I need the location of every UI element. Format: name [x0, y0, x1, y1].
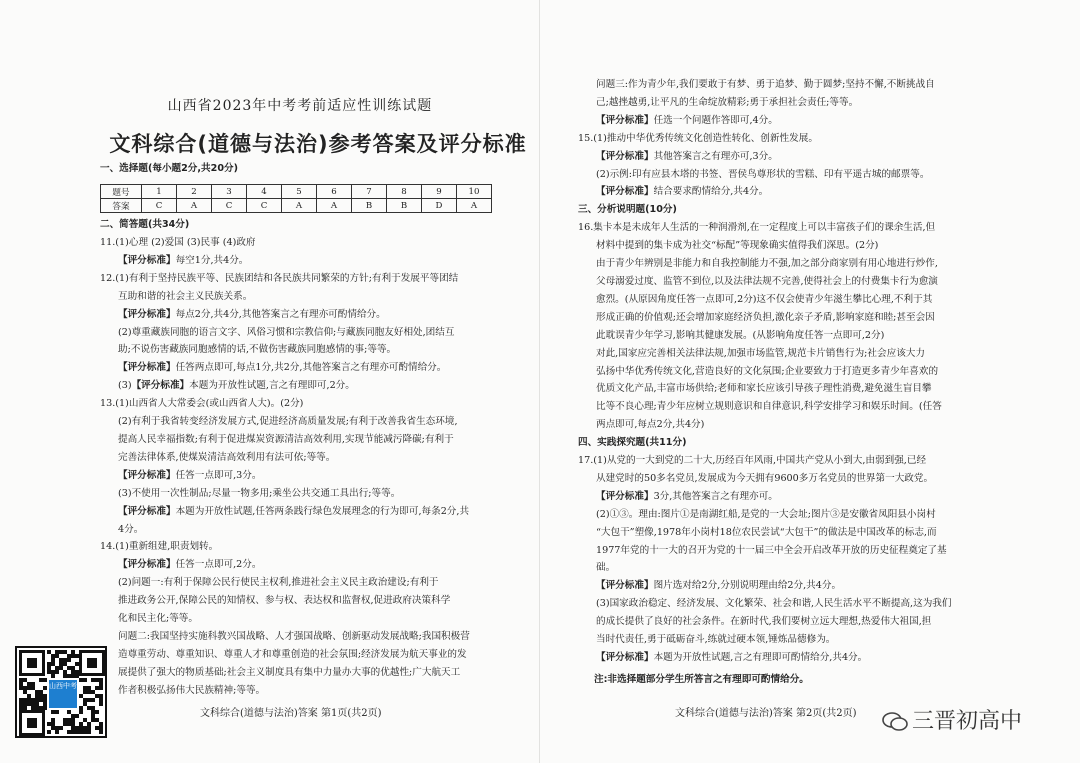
answer-text: 15.(1)推动中华优秀传统文化创造性转化、创新性发展。 — [578, 132, 818, 144]
table-cell: A — [317, 199, 352, 213]
answer-text: (3) — [118, 380, 132, 392]
answer-text: 任答两点即可,每点1分,共2分,其他答案言之有理亦可酌情给分。 — [175, 362, 447, 374]
answer-line — [100, 270, 470, 288]
answer-line — [100, 521, 470, 539]
answer-line — [578, 183, 951, 201]
table-cell: 2 — [177, 185, 212, 199]
scoring-tag: 【评分标准】 — [118, 254, 176, 266]
answer-line — [578, 613, 951, 631]
answer-text: 己;越挫越勇,让平凡的生命绽放精彩;勇于承担社会责任;等等。 — [596, 96, 859, 108]
section-short-answer-heading: 二、简答题(共34分) — [100, 219, 190, 230]
scoring-tag: 【评分标准】 — [596, 490, 654, 502]
table-cell: 8 — [387, 185, 422, 199]
answer-text: (2)问题一:有利于保障公民行使民主权利,推进社会主义民主政治建设;有利于 — [118, 577, 439, 589]
table-row-label: 题号 — [101, 185, 142, 199]
table-cell: 9 — [422, 185, 457, 199]
answer-text: 本题为开放性试题,言之有理即可,2分。 — [189, 380, 355, 392]
answer-text: 助;不说伤害藏族同胞感情的话,不做伤害藏族同胞感情的事;等等。 — [118, 344, 397, 356]
table-cell: C — [247, 199, 282, 213]
answer-line — [578, 434, 951, 452]
scoring-note: 注:非选择题部分学生所答言之有理即可酌情给分。 — [594, 674, 809, 685]
table-cell: A — [457, 199, 492, 213]
answer-text: 作者积极弘扬伟大民族精神;等等。 — [118, 684, 266, 696]
answer-line — [100, 646, 470, 664]
qr-module — [59, 726, 63, 730]
qr-finder — [79, 650, 105, 676]
answer-text: 本题为开放性试题,任答两条践行绿色发展理念的行为即可,每条2分,共 — [175, 505, 470, 517]
qr-finder — [19, 710, 45, 736]
qr-module — [23, 706, 27, 710]
answer-text: 由于青少年辨别是非能力和自我控制能力不强,加之部分商家别有用心地进行炒作, — [596, 258, 938, 270]
answer-text: 11.(1)心理 (2)爱国 (3)民事 (4)政府 — [100, 237, 256, 248]
answer-line — [578, 363, 951, 381]
answer-text: (2)①③。理由:图片①是南湖红船,是党的一大会址;图片③是安徽省凤阳县小岗村 — [596, 508, 936, 520]
table-cell: A — [282, 199, 317, 213]
page-2-footer: 文科综合(道德与法治)答案 第2页(共2页) — [675, 708, 857, 719]
answer-line — [578, 452, 951, 470]
answer-line — [578, 309, 951, 327]
scoring-tag: 【评分标准】 — [596, 150, 654, 162]
answer-line — [578, 380, 951, 398]
qr-module — [87, 730, 91, 734]
document-title: 文科综合(道德与法治)参考答案及评分标准 — [109, 132, 527, 156]
table-cell: 6 — [317, 185, 352, 199]
answer-text: 4分。 — [118, 523, 144, 535]
answer-text: 问题二:我国坚持实施科教兴国战略、人才强国战略、创新驱动发展战略;我国积极营 — [118, 630, 470, 642]
answer-text: 13.(1)山西省人大常委会(或山西省人大)。(2分) — [100, 398, 304, 410]
answer-line — [578, 470, 951, 488]
answer-text: 任答一点即可,3分。 — [175, 469, 262, 481]
answer-line — [578, 524, 951, 542]
answer-line — [100, 324, 470, 342]
answer-text: 的成长提供了良好的社会条件。在新时代,我们要树立远大理想,热爱伟大祖国,担 — [596, 616, 932, 628]
answer-line — [100, 503, 470, 521]
answer-text: 两点即可,每点2分,共4分) — [596, 419, 705, 431]
table-cell: 4 — [247, 185, 282, 199]
right-answer-body — [578, 76, 951, 667]
qr-module — [47, 730, 51, 734]
answer-text: 形成正确的价值观;还会增加家庭经济负担,激化亲子矛盾,影响家庭和睦;甚至会因 — [596, 311, 935, 323]
answer-line — [578, 649, 951, 667]
answer-line — [100, 592, 470, 610]
answer-line — [578, 148, 951, 166]
scoring-tag: 【评分标准】 — [118, 505, 176, 517]
answer-line — [578, 542, 951, 560]
answer-text: 每点2分,共4分,其他答案言之有理亦可酌情给分。 — [175, 308, 386, 320]
answer-text: 三、分析说明题(10分) — [578, 204, 677, 216]
scoring-tag: 【评分标准】 — [118, 362, 176, 374]
answer-text: 推进政务公开,保障公民的知情权、参与权、表达权和监督权,促进政府决策科学 — [118, 595, 451, 607]
answer-line — [100, 610, 470, 628]
answer-text: (2)尊重藏族同胞的语言文字、风俗习惯和宗教信仰;与藏族同胞友好相处,团结互 — [118, 326, 455, 338]
answer-text: 化和民主化;等等。 — [118, 613, 198, 625]
answer-table-answer-row — [101, 199, 492, 213]
answer-line — [578, 219, 951, 237]
qr-module — [95, 710, 99, 714]
answer-line — [578, 506, 951, 524]
answer-text: 每空1分,共4分。 — [175, 254, 249, 266]
answer-line — [578, 559, 951, 577]
answer-text: 完善法律体系,使煤炭清洁高效利用有法可依;等等。 — [118, 451, 336, 463]
answer-text: “大包干”塑像,1978年小岗村18位农民尝试“大包干”的做法是中国改革的标志,而 — [596, 526, 937, 538]
section-choice-heading: 一、选择题(每小题2分,共20分) — [100, 163, 238, 174]
answer-line — [100, 395, 470, 413]
qr-module — [99, 702, 103, 706]
answer-text: (3)不使用一次性制品;尽量一物多用;乘坐公共交通工具出行;等等。 — [118, 487, 401, 499]
answer-text: 从建党时的50多名党员,发展成为今天拥有9600多万名党员的世界第一大政党。 — [596, 472, 934, 484]
qr-logo: 山西中考 — [47, 678, 79, 710]
scoring-tag: 【评分标准】 — [596, 114, 654, 126]
answer-table — [100, 184, 492, 213]
table-cell: A — [177, 199, 212, 213]
answer-text: 16.集卡本是未成年人生活的一种润滑剂,在一定程度上可以丰富孩子们的课余生活,但 — [578, 222, 936, 234]
answer-text: (3)国家政治稳定、经济发展、文化繁荣、社会和谐,人民生活水平不断提高,这为我们 — [596, 598, 952, 610]
qr-module — [55, 710, 59, 714]
answer-line — [578, 488, 951, 506]
table-cell: 5 — [282, 185, 317, 199]
answer-text: 弘扬中华优秀传统文化,营造良好的文化氛围;企业要致力于打造更多青少年喜欢的 — [596, 365, 939, 377]
qr-module — [75, 654, 79, 658]
table-cell: 3 — [212, 185, 247, 199]
qr-code — [15, 646, 107, 738]
answer-line — [578, 130, 951, 148]
table-row-label: 答案 — [101, 199, 142, 213]
answer-text: 四、实践探究题(共11分) — [578, 437, 687, 449]
table-cell: B — [387, 199, 422, 213]
answer-line — [100, 467, 470, 485]
answer-text: 比等不良心理;青少年应树立规则意识和自律意识,科学安排学习和娱乐时间。(任答 — [596, 401, 942, 413]
answer-line — [578, 291, 951, 309]
scoring-tag: 【评分标准】 — [118, 469, 176, 481]
answer-line — [100, 485, 470, 503]
answer-text: 对此,国家应完善相关法律法规,加强市场监管,规范卡片销售行为;社会应该大力 — [596, 347, 925, 359]
answer-text: 任答一点即可,2分。 — [175, 559, 262, 571]
answer-text: (2)示例:印有应县木塔的书签、晋侯鸟尊形状的雪糕、印有平遥古城的邮票等。 — [596, 168, 930, 180]
answer-line — [100, 556, 470, 574]
answer-line — [578, 76, 951, 94]
qr-module — [91, 698, 95, 702]
qr-module — [75, 662, 79, 666]
scoring-tag: 【评分标准】 — [596, 186, 654, 198]
scoring-tag: 【评分标准】 — [118, 559, 176, 571]
answer-line — [578, 345, 951, 363]
qr-module — [99, 686, 103, 690]
answer-line — [578, 577, 951, 595]
answer-line — [578, 416, 951, 434]
answer-text: 当时代责任,勇于砥砺奋斗,练就过硬本领,锤炼品德修为。 — [596, 634, 836, 646]
answer-line — [100, 377, 470, 395]
answer-text: 12.(1)有利于坚持民族平等、民族团结和各民族共同繁荣的方针;有利于发展平等团结 — [100, 272, 459, 284]
table-cell: 10 — [457, 185, 492, 199]
qr-module — [55, 670, 59, 674]
answer-line — [578, 255, 951, 273]
answer-text: 此耽误青少年学习,影响其健康发展。(从影响角度任答一点即可,2分) — [596, 329, 885, 341]
answer-text: 17.(1)从党的一大到党的二十大,历经百年风雨,中国共产党从小到大,由弱到强,已经 — [578, 455, 927, 467]
answer-line — [100, 359, 470, 377]
answer-line — [100, 628, 470, 646]
table-cell: C — [142, 199, 177, 213]
answer-text: 父母溺爱过度、监管不到位,以及法律法规不完善,使得社会上的付费集卡行为愈演 — [596, 275, 938, 287]
qr-module — [55, 730, 59, 734]
page-1-footer: 文科综合(道德与法治)答案 第1页(共2页) — [200, 708, 382, 719]
answer-line — [578, 273, 951, 291]
answer-line — [578, 327, 951, 345]
scoring-tag: 【评分标准】 — [131, 380, 190, 392]
qr-module — [67, 658, 71, 662]
answer-text: 提高人民幸福指数;有利于促进煤炭资源清洁高效利用,实现节能减污降碳;有利于 — [118, 433, 454, 445]
wechat-icon — [882, 712, 908, 732]
qr-module — [83, 678, 87, 682]
table-cell: 1 — [142, 185, 177, 199]
scoring-tag: 【评分标准】 — [596, 580, 654, 592]
answer-line — [100, 288, 470, 306]
answer-text: 本题为开放性试题,言之有理即可酌情给分,共4分。 — [653, 652, 868, 663]
answer-line — [100, 538, 470, 556]
answer-line — [100, 252, 470, 270]
qr-finder — [19, 650, 45, 676]
answer-line — [100, 234, 470, 252]
answer-text: 3分,其他答案言之有理亦可。 — [653, 490, 778, 502]
answer-text: 愈烈。(从原因角度任答一点即可,2分)这不仅会使青少年滋生攀比心理,不利于其 — [596, 293, 933, 305]
answer-text: 造尊重劳动、尊重知识、尊重人才和尊重创造的社会氛围;经济发展为航天事业的发 — [118, 648, 467, 660]
answer-table-number-row — [101, 185, 492, 199]
answer-line — [578, 237, 951, 255]
table-cell: D — [422, 199, 457, 213]
answer-line — [100, 413, 470, 431]
answer-line — [100, 574, 470, 592]
answer-line — [578, 166, 951, 184]
answer-line — [578, 398, 951, 416]
answer-line — [100, 431, 470, 449]
answer-text: 材料中提到的集卡成为社交“标配”等现象确实值得我们深思。(2分) — [596, 240, 879, 252]
scoring-tag: 【评分标准】 — [596, 652, 654, 663]
answer-line — [578, 201, 951, 219]
answer-line — [578, 631, 951, 649]
answer-text: 结合要求酌情给分,共4分。 — [653, 186, 769, 198]
answer-line — [578, 595, 951, 613]
watermark — [882, 704, 1022, 735]
answer-text: 础。 — [596, 562, 616, 574]
answer-line — [100, 306, 470, 324]
table-cell: B — [352, 199, 387, 213]
answer-text: 其他答案言之有理亦可,3分。 — [653, 150, 778, 162]
document-subtitle: 山西省2023年中考考前适应性训练试题 — [167, 98, 433, 114]
answer-text: 图片选对给2分,分别说明理由给2分,共4分。 — [653, 580, 842, 592]
answer-text: 任选一个问题作答即可,4分。 — [653, 114, 778, 126]
table-cell: C — [212, 199, 247, 213]
left-answer-body — [100, 234, 470, 700]
answer-line — [100, 664, 470, 682]
scoring-tag: 【评分标准】 — [118, 308, 176, 320]
answer-line — [578, 94, 951, 112]
qr-module — [75, 714, 79, 718]
answer-text: 互助和谐的社会主义民族关系。 — [118, 290, 253, 302]
answer-text: 展提供了强大的物质基础;社会主义制度具有集中力量办大事的优越性;广大航天工 — [118, 666, 461, 678]
answer-text: 问题三:作为青少年,我们要敢于有梦、勇于追梦、勤于圆梦;坚持不懈,不断挑战自 — [596, 79, 935, 90]
answer-line — [100, 341, 470, 359]
watermark-text: 三晋初高中 — [912, 709, 1023, 734]
answer-line — [100, 449, 470, 467]
answer-line — [578, 112, 951, 130]
qr-module — [79, 710, 83, 714]
qr-module — [99, 730, 103, 734]
answer-line — [100, 682, 470, 700]
answer-text: (2)有利于我省转变经济发展方式,促进经济高质量发展;有利于改善我省生态环境, — [118, 416, 458, 428]
answer-text: 优质文化产品,丰富市场供给;老师和家长应该引导孩子理性消费,避免滋生盲目攀 — [596, 383, 932, 395]
answer-text: 1977年党的十一大的召开为党的十一届三中全会开启改革开放的历史征程奠定了基 — [596, 544, 947, 556]
table-cell: 7 — [352, 185, 387, 199]
answer-text: 14.(1)重新组建,职责划转。 — [100, 541, 219, 553]
